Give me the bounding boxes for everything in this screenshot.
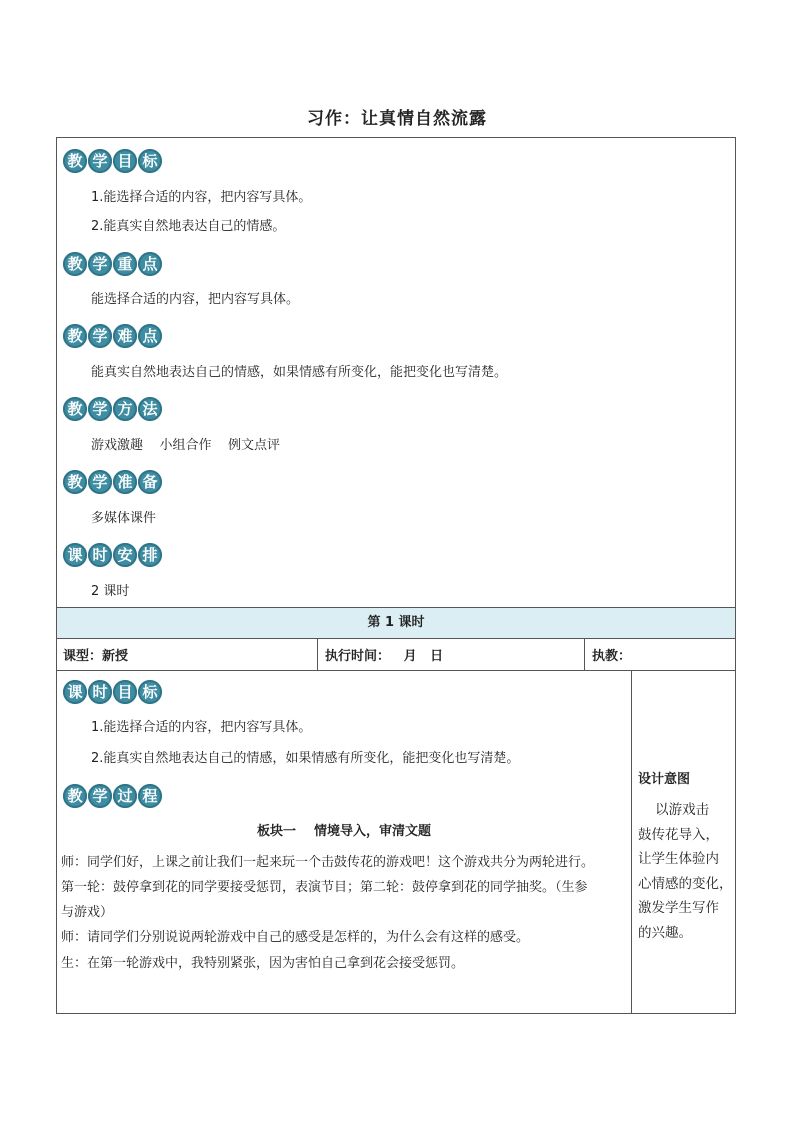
design-line: 的兴趣。 [638,924,692,941]
design-intent-text [638,798,734,945]
heading-char: 学 [88,470,112,494]
heading-char: 重 [113,252,137,276]
hours-line-1: 2 课时 [91,584,130,599]
divider [317,638,318,670]
heading-char: 学 [88,149,112,173]
process-line-5: 生：在第一轮游戏中，我特别紧张，因为害怕自己拿到花会接受惩罚。 [61,956,465,971]
difficulty-line-1: 能真实自然地表达自己的情感，如果情感有所变化，能把变化也写清楚。 [91,365,508,380]
heading-char: 备 [138,470,162,494]
heading-char: 教 [63,470,87,494]
heading-char: 目 [113,680,137,704]
design-line: 激发学生写作 [638,900,719,916]
heading-char: 教 [63,149,87,173]
heading-lesson-goals [63,680,162,704]
lesson-goal-line-1: 1.能选择合适的内容，把内容写具体。 [91,720,312,735]
goal-line-1: 1.能选择合适的内容，把内容写具体。 [91,190,312,205]
heading-char: 难 [113,324,137,348]
method-line-1: 游戏激趣 小组合作 例文点评 [91,438,281,453]
heading-char: 安 [113,543,137,567]
execution-time: 执行时间： 月 日 [325,649,444,664]
process-line-4: 师：请同学们分别说说两轮游戏中自己的感受是怎样的，为什么会有这样的感受。 [61,930,530,945]
heading-char: 课 [63,543,87,567]
heading-char: 学 [88,397,112,421]
divider [57,638,735,639]
heading-char: 教 [63,784,87,808]
heading-char: 时 [88,680,112,704]
prep-line-1: 多媒体课件 [91,511,157,526]
teacher-label: 执教： [592,649,632,664]
heading-char: 学 [88,252,112,276]
heading-teaching-goals [63,149,162,173]
design-intent-label: 设计意图 [638,772,691,787]
divider [631,670,632,1014]
design-line: 鼓传花导入， [638,826,719,843]
heading-char: 教 [63,397,87,421]
heading-teaching-process [63,784,162,808]
goal-line-2: 2.能真实自然地表达自己的情感。 [91,219,286,234]
heading-char: 法 [138,397,162,421]
process-line-2: 第一轮：鼓停拿到花的同学要接受惩罚，表演节目；第二轮：鼓停拿到花的同学抽奖。（生参 [61,880,588,895]
process-line-1: 师：同学们好，上课之前让我们一起来玩一个击鼓传花的游戏吧！这个游戏共分为两轮进行。 [61,855,595,870]
key-line-1: 能选择合适的内容，把内容写具体。 [91,292,300,307]
lesson-type: 课型：新授 [63,649,129,664]
heading-char: 目 [113,149,137,173]
heading-char: 教 [63,324,87,348]
heading-char: 准 [113,470,137,494]
block-title: 板块一 情境导入，审清文题 [256,824,432,839]
heading-methods [63,397,162,421]
heading-difficulties [63,324,162,348]
heading-char: 教 [63,252,87,276]
divider [584,638,585,670]
heading-char: 标 [138,149,162,173]
heading-schedule [63,543,162,567]
heading-char: 标 [138,680,162,704]
heading-char: 学 [88,324,112,348]
heading-key-points [63,252,162,276]
divider [57,670,735,671]
process-line-3: 与游戏） [61,905,114,920]
design-line: 让学生体验内 [638,851,719,867]
heading-char: 点 [138,324,162,348]
heading-char: 学 [88,784,112,808]
heading-char: 方 [113,397,137,421]
heading-preparation [63,470,162,494]
design-line: 心情感的变化， [638,875,733,892]
lesson-header: 第 1 课时 [367,615,425,630]
heading-char: 时 [88,543,112,567]
page-title: 习作：让真情自然流露 [307,109,487,129]
heading-char: 程 [138,784,162,808]
heading-char: 课 [63,680,87,704]
lesson-plan-table [56,137,736,1014]
lesson-goal-line-2: 2.能真实自然地表达自己的情感，如果情感有所变化，能把变化也写清楚。 [91,751,520,766]
heading-char: 点 [138,252,162,276]
heading-char: 过 [113,784,137,808]
design-line: 以游戏击 [638,802,710,818]
heading-char: 排 [138,543,162,567]
